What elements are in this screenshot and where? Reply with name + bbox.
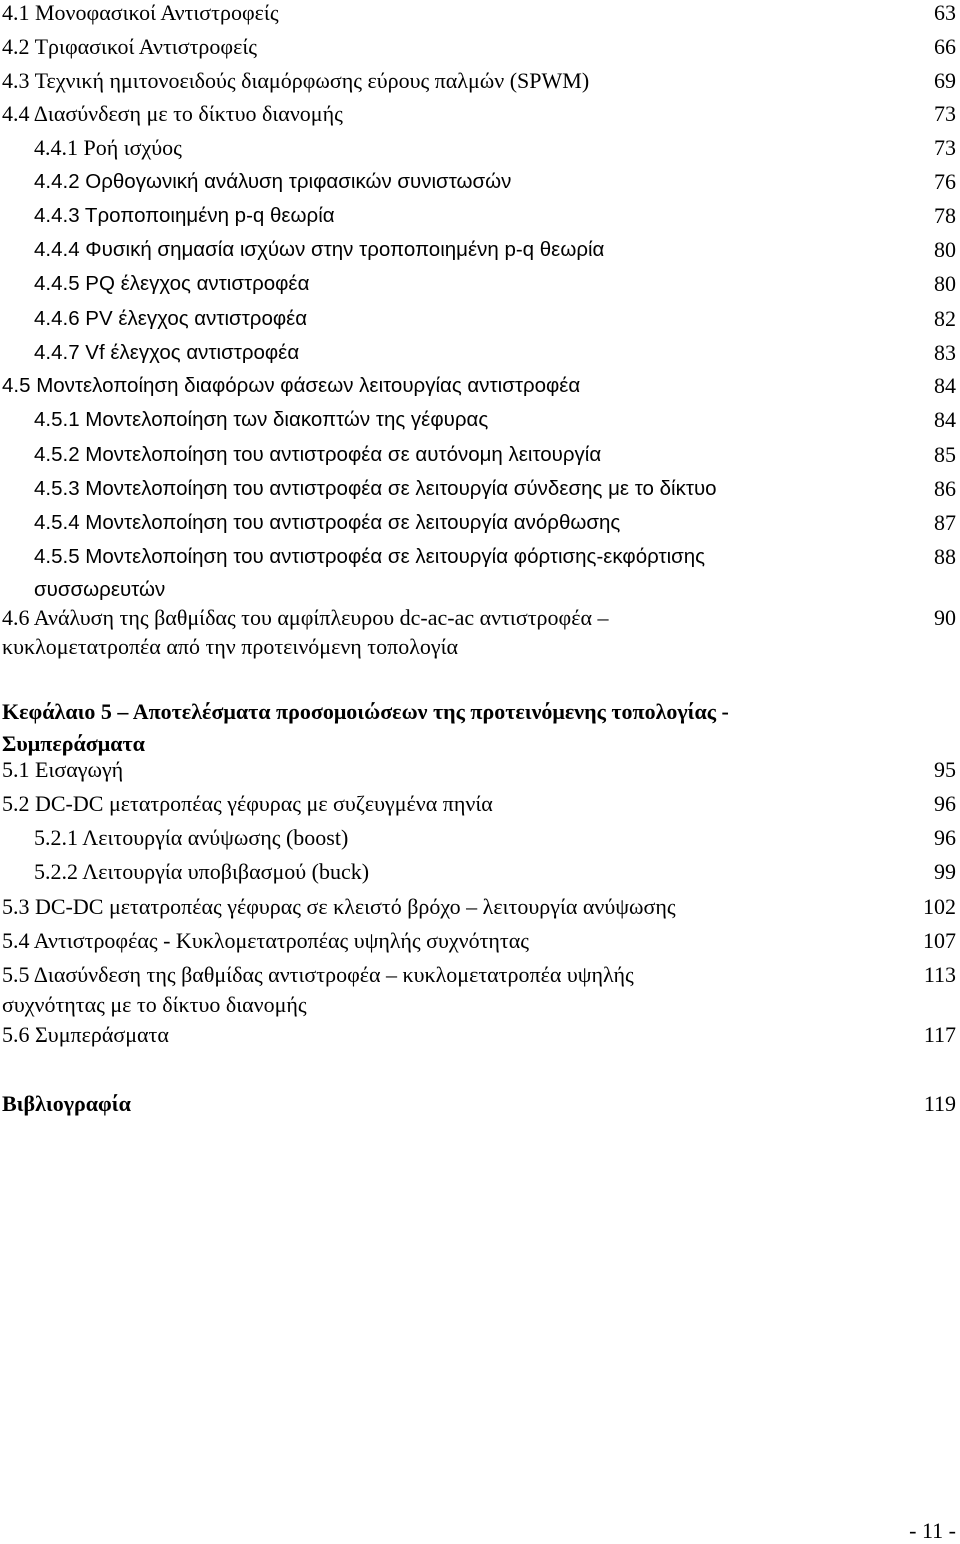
toc-entry-page: 95 <box>934 757 956 782</box>
toc-entry-label: 4.5.2 Μοντελοποίηση του αντιστροφέα σε αυτόνομη λειτουργία <box>34 443 602 466</box>
toc-entry-4-5-1 <box>0 405 960 435</box>
toc-entry-label: 4.4.6 PV έλεγχος αντιστροφέα <box>34 307 308 330</box>
toc-entry-4-5-3 <box>0 474 960 504</box>
toc-entry-label: 5.6 Συμπεράσματα <box>2 1022 169 1047</box>
toc-entry-4-4-6 <box>0 304 960 334</box>
toc-entry-4-4-4 <box>0 235 960 265</box>
toc-entry-label-continued: κυκλομετατροπέα από την προτεινόμενη τοπολογία <box>2 634 459 659</box>
toc-entry-label: 4.5.4 Μοντελοποίηση του αντιστροφέα σε λειτουργία ανόρθωσης <box>34 511 621 534</box>
toc-entry-page: 73 <box>934 101 956 126</box>
toc-entry-4-4-2 <box>0 167 960 197</box>
page-number-footer: - 11 - <box>909 1518 956 1543</box>
toc-entry-page: 73 <box>934 135 956 160</box>
toc-entry-label: 4.4.2 Ορθογωνική ανάλυση τριφασικών συνιστωσών <box>34 170 512 193</box>
toc-entry-4-4-7 <box>0 338 960 368</box>
bibliography-label: Βιβλιογραφία <box>2 1091 131 1116</box>
toc-entry-5-5 <box>0 960 960 990</box>
toc-entry-page: 87 <box>934 510 956 535</box>
toc-entry-label: 4.4.5 PQ έλεγχος αντιστροφέα <box>34 272 310 295</box>
toc-entry-page: 63 <box>934 0 956 25</box>
toc-entry-page: 113 <box>923 962 956 987</box>
toc-entry-page: 66 <box>934 34 956 59</box>
toc-entry-5-2-1 <box>0 823 960 853</box>
toc-entry-4-5-2 <box>0 440 960 470</box>
chapter-5-heading-line2: Συμπεράσματα <box>2 731 145 756</box>
toc-entry-page: 69 <box>934 68 956 93</box>
toc-entry-5-4 <box>0 926 960 956</box>
toc-entry-4-6 <box>0 603 960 633</box>
toc-entry-label-continued: συσσωρευτών <box>34 578 166 601</box>
toc-entry-5-5-continuation <box>2 990 307 1020</box>
toc-entry-4-2 <box>0 32 960 62</box>
toc-entry-label: 4.4.7 Vf έλεγχος αντιστροφέα <box>34 341 300 364</box>
toc-entry-5-2-2 <box>0 857 960 887</box>
toc-entry-4-5-4 <box>0 508 960 538</box>
toc-entry-label: 4.5.1 Μοντελοποίηση των διακοπτών της γέφυρας <box>34 408 489 431</box>
toc-entry-label: 4.4.4 Φυσική σημασία ισχύων στην τροποποιημένη p-q θεωρία <box>34 238 605 261</box>
toc-entry-label: 4.4 Διασύνδεση με το δίκτυο διανομής <box>2 101 343 126</box>
toc-entry-page: 84 <box>934 373 956 398</box>
toc-entry-4-3 <box>0 66 960 96</box>
toc-entry-page: 82 <box>934 306 956 331</box>
toc-entry-page: 102 <box>923 894 956 919</box>
toc-entry-4-5-5-continuation <box>34 574 165 604</box>
toc-entry-label: 5.2.2 Λειτουργία υποβιβασμού (buck) <box>34 859 370 884</box>
toc-entry-label: 4.2 Τριφασικοί Αντιστροφείς <box>2 34 257 59</box>
toc-entry-label: 4.5.5 Μοντελοποίηση του αντιστροφέα σε λειτουργία φόρτισης-εκφόρτισης <box>34 545 706 568</box>
bibliography-page: 119 <box>923 1091 956 1116</box>
toc-entry-5-6 <box>0 1020 960 1050</box>
toc-entry-4-6-continuation <box>2 632 458 662</box>
toc-entry-label: 5.3 DC-DC μετατροπέας γέφυρας σε κλειστό βρόχο – λειτουργία ανύψωσης <box>2 894 676 919</box>
toc-entry-label: 5.1 Εισαγωγή <box>2 757 124 782</box>
toc-entry-5-1 <box>0 755 960 785</box>
toc-entry-page: 107 <box>923 928 956 953</box>
toc-entry-page: 88 <box>934 544 956 569</box>
toc-entry-4-5 <box>0 371 960 401</box>
toc-entry-4-4-5 <box>0 269 960 299</box>
toc-entry-page: 78 <box>934 203 956 228</box>
toc-entry-5-2 <box>0 789 960 819</box>
chapter-5-heading-line1: Κεφάλαιο 5 – Αποτελέσματα προσομοιώσεων της προτεινόμενης τοπολογίας - <box>2 699 729 724</box>
toc-entry-label: 4.6 Ανάλυση της βαθμίδας του αμφίπλευρου dc-ac-ac αντιστροφέα – <box>2 605 609 630</box>
toc-entry-4-4-1 <box>0 133 960 163</box>
toc-entry-label: 4.5 Μοντελοποίηση διαφόρων φάσεων λειτουργίας αντιστροφέα <box>2 374 581 397</box>
toc-entry-page: 84 <box>934 407 956 432</box>
toc-entry-page: 90 <box>934 605 956 630</box>
toc-entry-label: 4.4.3 Τροποποιημένη p-q θεωρία <box>34 204 335 227</box>
toc-entry-4-4-3 <box>0 201 960 231</box>
toc-entry-bibliography <box>0 1089 960 1119</box>
toc-entry-label: 5.5 Διασύνδεση της βαθμίδας αντιστροφέα – κυκλομετατροπέα υψηλής <box>2 962 634 987</box>
toc-entry-page: 96 <box>934 825 956 850</box>
toc-entry-page: 96 <box>934 791 956 816</box>
toc-entry-page: 76 <box>934 169 956 194</box>
toc-entry-label: 5.4 Αντιστροφέας - Κυκλομετατροπέας υψηλής συχνότητας <box>2 928 530 953</box>
toc-entry-label: 4.3 Τεχνική ημιτονοειδούς διαμόρφωσης εύρους παλμών (SPWM) <box>2 68 590 93</box>
toc-entry-label: 4.5.3 Μοντελοποίηση του αντιστροφέα σε λειτουργία σύνδεσης με το δίκτυο <box>34 477 717 500</box>
chapter-5-heading <box>2 696 902 760</box>
toc-entry-page: 80 <box>934 237 956 262</box>
toc-entry-label: 5.2 DC-DC μετατροπέας γέφυρας με συζευγμένα πηνία <box>2 791 493 816</box>
toc-entry-5-3 <box>0 892 960 922</box>
toc-entry-page: 80 <box>934 271 956 296</box>
toc-entry-page: 117 <box>923 1022 956 1047</box>
toc-entry-label: 4.1 Μονοφασικοί Αντιστροφείς <box>2 0 279 25</box>
toc-entry-label: 4.4.1 Ροή ισχύος <box>34 135 182 160</box>
toc-entry-4-1 <box>0 0 960 28</box>
toc-entry-label: 5.2.1 Λειτουργία ανύψωσης (boost) <box>34 825 349 850</box>
toc-entry-4-4 <box>0 99 960 129</box>
toc-entry-label-continued: συχνότητας με το δίκτυο διανομής <box>2 992 307 1017</box>
toc-entry-page: 83 <box>934 340 956 365</box>
toc-entry-page: 86 <box>934 476 956 501</box>
toc-entry-page: 99 <box>934 859 956 884</box>
toc-entry-page: 85 <box>934 442 956 467</box>
toc-entry-4-5-5 <box>0 542 960 572</box>
